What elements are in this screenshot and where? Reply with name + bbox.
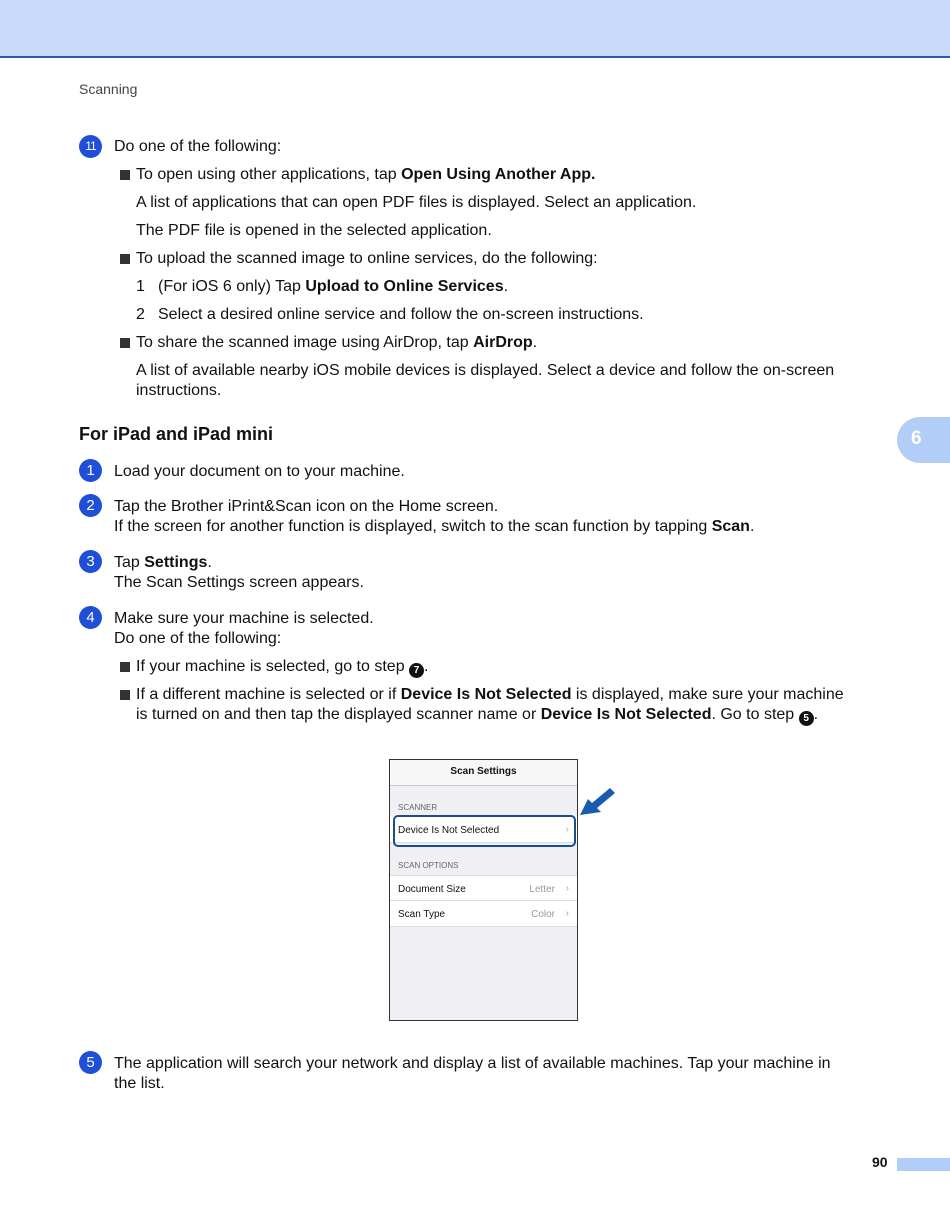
document-size-label: Document Size [398, 884, 466, 895]
step-11-bullet-1-line-2: A list of applications that can open PDF files is displayed. Select an application. [136, 194, 697, 211]
step-11-bullet-1-line-3: The PDF file is opened in the selected application. [136, 222, 492, 239]
pointer-arrow-icon [578, 786, 618, 818]
bullet-square [120, 338, 130, 348]
document-size-row[interactable] [390, 875, 577, 901]
step-11-bullet-3-line-2: A list of available nearby iOS mobile devices is displayed. Select a device and follow the on-screen [136, 362, 835, 379]
chevron-right-icon: › [565, 824, 569, 835]
substep-1-number: 1 [136, 278, 145, 295]
step-1-text: Load your document on to your machine. [114, 463, 405, 480]
screen-title: Scan Settings [450, 766, 517, 777]
airdrop-label: AirDrop [473, 334, 533, 351]
step-2-badge: 2 [79, 494, 102, 517]
step-4-line-2: Do one of the following: [114, 630, 282, 647]
bullet-square [120, 254, 130, 264]
step-11-bullet-2: To upload the scanned image to online services, do the following: [136, 250, 598, 267]
scan-options-section-header: SCAN OPTIONS [398, 861, 459, 870]
substep-2: Select a desired online service and follow the on-screen instructions. [158, 306, 644, 323]
bullet-square [120, 170, 130, 180]
step-11-intro: Do one of the following: [114, 138, 282, 155]
step-3-line-1: Tap Settings. [114, 554, 212, 571]
upload-to-online-services-label: Upload to Online Services [305, 278, 504, 295]
scan-label: Scan [711, 518, 750, 535]
highlight-frame [393, 815, 576, 847]
device-not-selected-label: Device Is Not Selected [540, 706, 712, 723]
document-size-value: Letter [529, 884, 555, 895]
step-1-badge: 1 [79, 459, 102, 482]
substep-1: (For iOS 6 only) Tap Upload to Online Services. [158, 278, 509, 295]
running-header: Scanning [79, 81, 138, 97]
nav-bar [390, 760, 577, 786]
step-4-bullet-1: If your machine is selected, go to step 7 . [136, 658, 429, 676]
step-11-bullet-1: To open using other applications, tap Open Using Another App. [136, 166, 596, 183]
step-3-line-2: The Scan Settings screen appears. [114, 574, 364, 591]
scanner-row-label: Device Is Not Selected [398, 825, 500, 836]
substep-2-number: 2 [136, 306, 145, 323]
step-4-bullet-2: If a different machine is selected or if Device Is Not Selected is displayed, make sure your machine [136, 686, 844, 703]
step-5-line-1: The application will search your network and display a list of available machines. Tap your machine in [114, 1055, 831, 1072]
step-5-ref: 5 [799, 711, 814, 726]
step-5-line-2: the list. [114, 1075, 165, 1092]
page-number-bar [897, 1158, 950, 1171]
scanner-section-header: SCANNER [398, 803, 438, 812]
header-band [0, 0, 950, 58]
step-5-badge: 5 [79, 1051, 102, 1074]
step-3-badge: 3 [79, 550, 102, 573]
page-number: 90 [872, 1154, 888, 1170]
step-11-bullet-3: To share the scanned image using AirDrop, tap AirDrop. [136, 334, 538, 351]
scan-type-label: Scan Type [398, 909, 446, 920]
scan-settings-screenshot [389, 759, 578, 1021]
chapter-tab [897, 417, 950, 463]
chevron-right-icon: › [565, 883, 569, 894]
step-4-bullet-2-line-2: is turned on and then tap the displayed scanner name or Device Is Not Selected. Go to step 5 . [136, 706, 819, 724]
step-2-line-2: If the screen for another function is displayed, switch to the scan function by tapping Scan. [114, 518, 755, 535]
step-4-line-1: Make sure your machine is selected. [114, 610, 374, 627]
settings-label: Settings [144, 554, 208, 571]
section-title: For iPad and iPad mini [79, 424, 274, 444]
device-not-selected-label: Device Is Not Selected [400, 686, 572, 703]
step-11-bullet-3-line-3: instructions. [136, 382, 222, 399]
chapter-number: 6 [911, 428, 922, 449]
step-7-ref: 7 [409, 663, 424, 678]
step-11-badge: 11 [79, 135, 102, 158]
scan-type-value: Color [531, 909, 555, 920]
step-4-badge: 4 [79, 606, 102, 629]
scan-type-row[interactable] [390, 901, 577, 927]
bullet-square [120, 690, 130, 700]
bullet-square [120, 662, 130, 672]
open-using-another-app-label: Open Using Another App. [401, 166, 596, 183]
chevron-right-icon: › [565, 908, 569, 919]
step-2-line-1: Tap the Brother iPrint&Scan icon on the Home screen. [114, 498, 499, 515]
